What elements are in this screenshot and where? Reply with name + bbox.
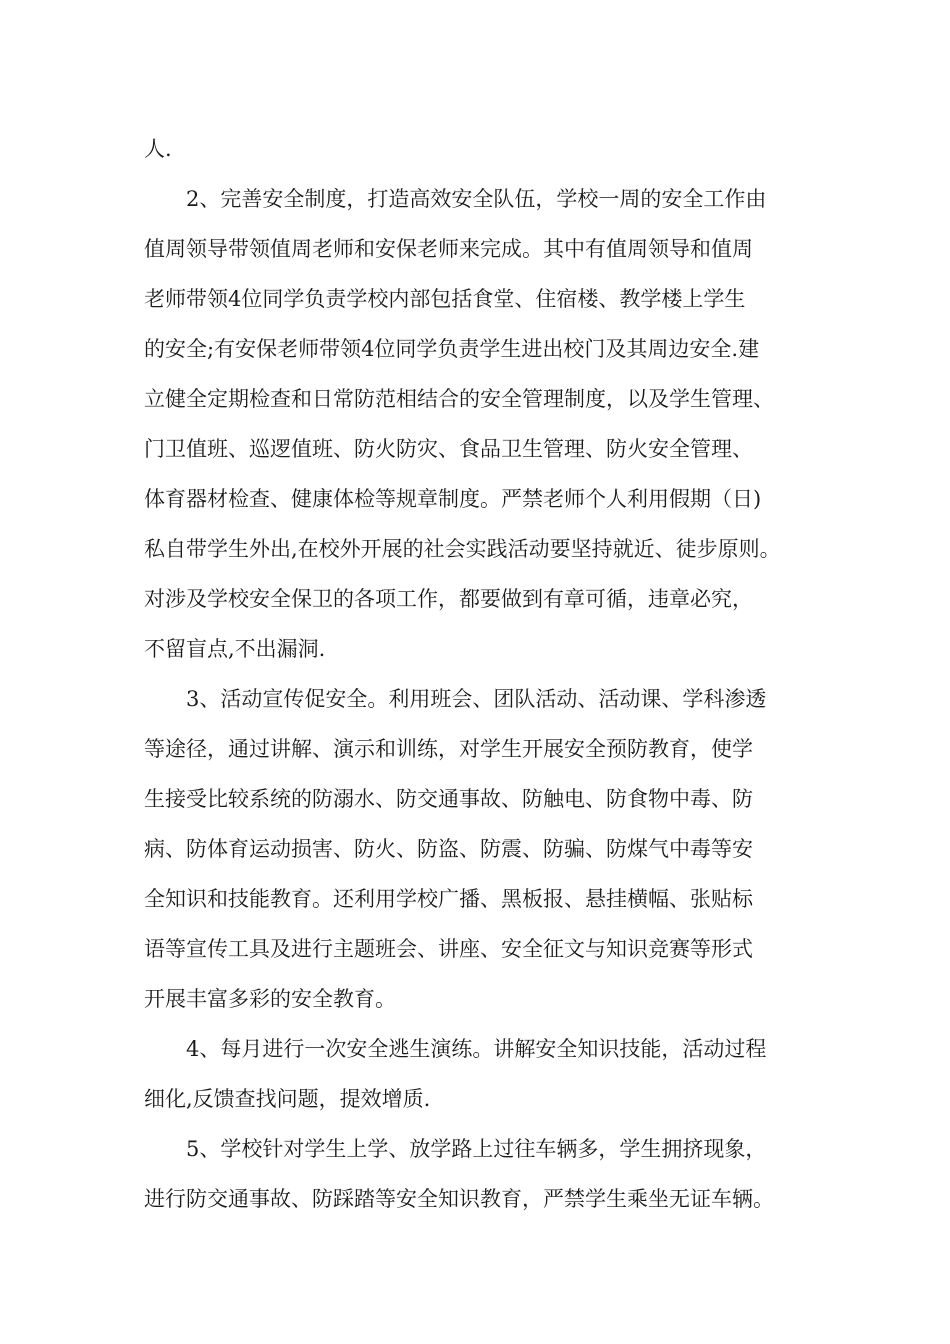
text-line: 私自带学生外出,在校外开展的社会实践活动要坚持就近、徒步原则。	[144, 537, 781, 561]
text-line: 体育器材检查、健康体检等规章制度。严禁老师个人利用假期（日)	[144, 487, 762, 511]
text-line: 等途径，通过讲解、演示和训练，对学生开展安全预防教育，使学	[144, 737, 753, 761]
text-line: 语等宣传工具及进行主题班会、讲座、安全征文与知识竞赛等形式	[144, 937, 753, 961]
text-line: 值周领导带领值周老师和安保老师来完成。其中有值周领导和值周	[144, 237, 753, 261]
paragraph-2-line: 2、完善安全制度，打造高效安全队伍，学校一周的安全工作由	[186, 187, 767, 211]
text-line: 病、防体育运动损害、防火、防盗、防震、防骗、防煤气中毒等安	[144, 837, 753, 861]
text-line: 生接受比较系统的防溺水、防交通事故、防触电、防食物中毒、防	[144, 787, 753, 811]
text-line: 细化,反馈查找问题，提效增质.	[144, 1087, 431, 1111]
text-line: 对涉及学校安全保卫的各项工作，都要做到有章可循，违章必究，	[144, 587, 753, 611]
paragraph-5-line: 5、学校针对学生上学、放学路上过往车辆多，学生拥挤现象，	[186, 1137, 767, 1161]
text-line: 不留盲点,不出漏洞.	[144, 637, 326, 661]
paragraph-4-line: 4、每月进行一次安全逃生演练。讲解安全知识技能，活动过程	[186, 1037, 767, 1061]
text-line: 立健全定期检查和日常防范相结合的安全管理制度，以及学生管理、	[144, 387, 774, 411]
text-line: 全知识和技能教育。还利用学校广播、黑板报、悬挂横幅、张贴标	[144, 887, 753, 911]
text-line: 人.	[144, 137, 172, 161]
text-line: 门卫值班、巡逻值班、防火防灾、食品卫生管理、防火安全管理、	[144, 437, 753, 461]
text-line: 的安全;有安保老师带领4位同学负责学生进出校门及其周边安全.建	[144, 337, 760, 361]
paragraph-3-line: 3、活动宣传促安全。利用班会、团队活动、活动课、学科渗透	[186, 687, 767, 711]
text-line: 开展丰富多彩的安全教育。	[144, 987, 396, 1011]
text-line: 进行防交通事故、防踩踏等安全知识教育，严禁学生乘坐无证车辆。	[144, 1187, 774, 1211]
text-line: 老师带领4位同学负责学校内部包括食堂、住宿楼、教学楼上学生	[144, 287, 746, 311]
